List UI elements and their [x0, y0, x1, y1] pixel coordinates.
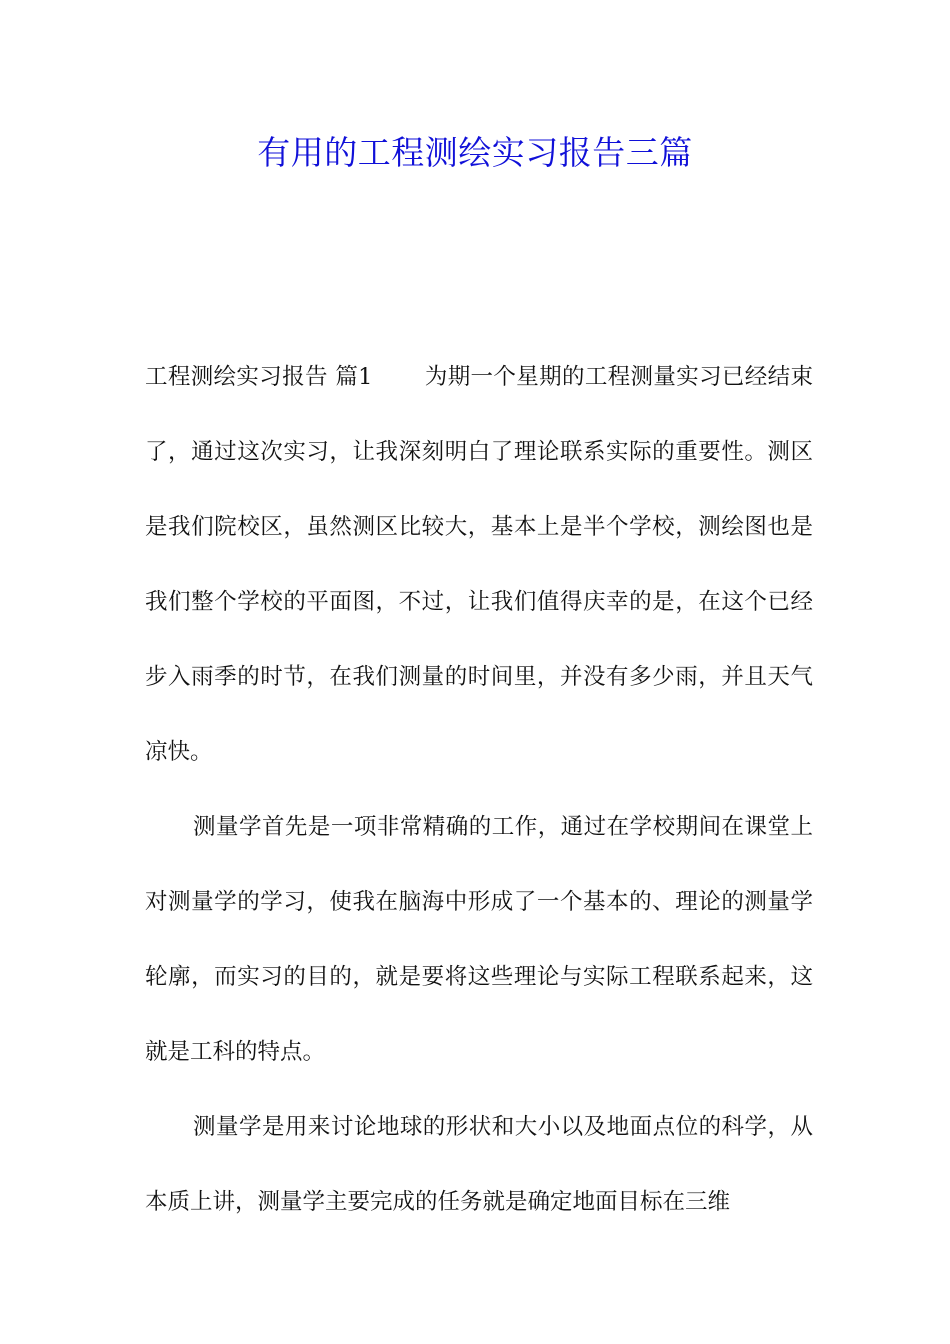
paragraph-2: 测量学首先是一项非常精确的工作，通过在学校期间在课堂上对测量学的学习，使我在脑海中形成了一个基本的、理论的测量学轮廓，而实习的目的，就是要将这些理论与实际工程联系起来，这就是工科的特点。 [145, 814, 813, 1065]
document-title: 有用的工程测绘实习报告三篇 [257, 133, 693, 172]
paragraph-3: 测量学是用来讨论地球的形状和大小以及地面点位的科学，从本质上讲，测量学主要完成的任务就是确定地面目标在三维 [145, 1114, 813, 1215]
paragraph-1 [145, 340, 813, 790]
document-body [145, 340, 813, 1240]
section-heading: 工程测绘实习报告 篇1 [145, 364, 373, 390]
paragraph-1-text: 为期一个星期的工程测量实习已经结束了，通过这次实习，让我深刻明白了理论联系实际的重要性。测区是我们院校区，虽然测区比较大，基本上是半个学校，测绘图也是我们整个学校的平面图，不过，让我们值得庆幸的是，在这个已经步入雨季的时节，在我们测量的时间里，并没有多少雨，并且天气凉快。 [145, 364, 813, 765]
